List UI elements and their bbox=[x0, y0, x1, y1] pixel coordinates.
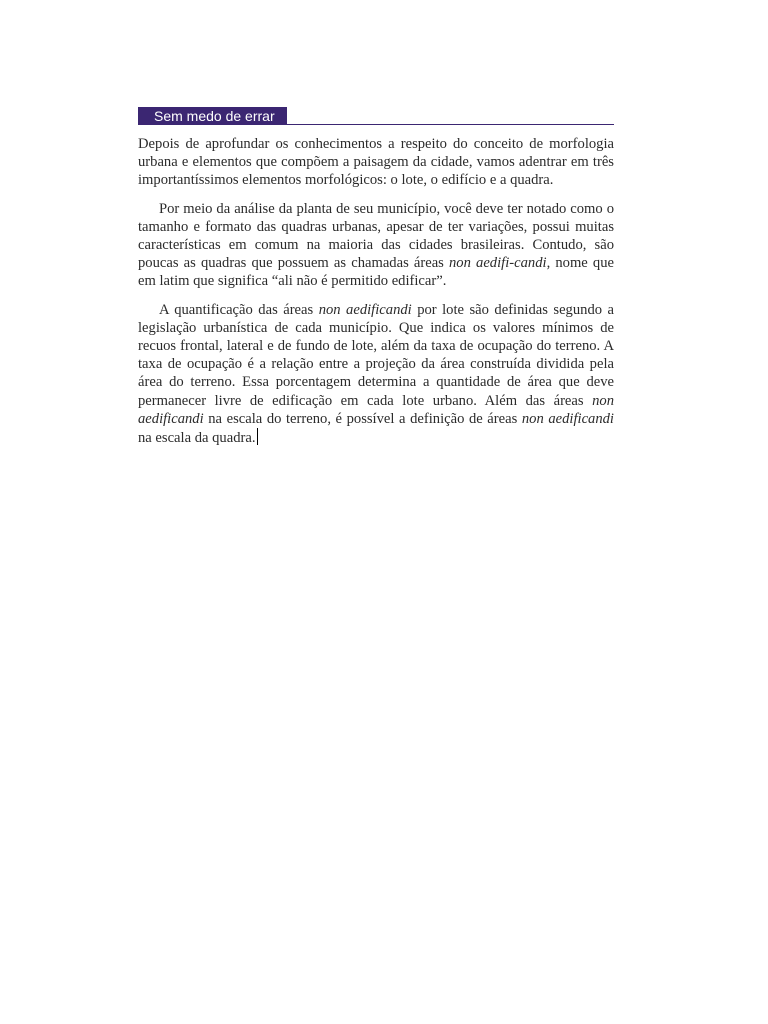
text-cursor bbox=[257, 428, 258, 445]
paragraph-text: na escala do terreno, é possível a definição de áreas bbox=[203, 410, 522, 427]
latin-term: non aedificandi bbox=[521, 410, 614, 427]
latin-term: non aedificandi bbox=[318, 301, 412, 318]
paragraph-text: Depois de aprofundar os conhecimentos a respeito do conceito de morfologia urbana e elementos que compõem a paisagem da cidade, vamos adentrar em três importantíssimos elementos morfológicos: o lote, o edifício e a quadra. bbox=[138, 136, 614, 189]
paragraph-intro bbox=[138, 135, 614, 190]
section-header bbox=[138, 107, 614, 126]
latin-term: non aedifi-candi bbox=[449, 255, 547, 272]
section-title: Sem medo de errar bbox=[138, 107, 287, 125]
paragraph-text: na escala da quadra. bbox=[138, 430, 256, 447]
paragraph-text: , nome que em latim que significa “ali não é permitido edificar”. bbox=[138, 255, 614, 290]
section-divider bbox=[138, 124, 614, 125]
latin-term: non aedificandi bbox=[138, 392, 614, 427]
paragraph-text: Por meio da análise da planta de seu município, você deve ter notado como o tamanho e formato das quadras urbanas, apesar de ter variações, possui muitas características em comum na maioria das cidades brasileiras. Contudo, são poucas as quadras que possuem as chamadas áreas bbox=[138, 200, 614, 272]
paragraph-text: por lote são definidas segundo a legislação urbanística de cada município. Que indica os valores mínimos de recuos frontal, lateral e de fundo de lote, além da taxa de ocupação do terreno. A taxa de ocupação é a relação entre a projeção da área construída dividida pela área do terreno. Essa porcentagem determina a quantidade de área que deve permanecer livre de edificação em cada lote urbano. Além das áreas bbox=[138, 301, 614, 409]
paragraph-quadras bbox=[138, 200, 614, 291]
paragraph-quantificacao[interactable] bbox=[138, 301, 614, 448]
article-body bbox=[138, 135, 614, 457]
paragraph-text: A quantificação das áreas bbox=[159, 301, 319, 318]
